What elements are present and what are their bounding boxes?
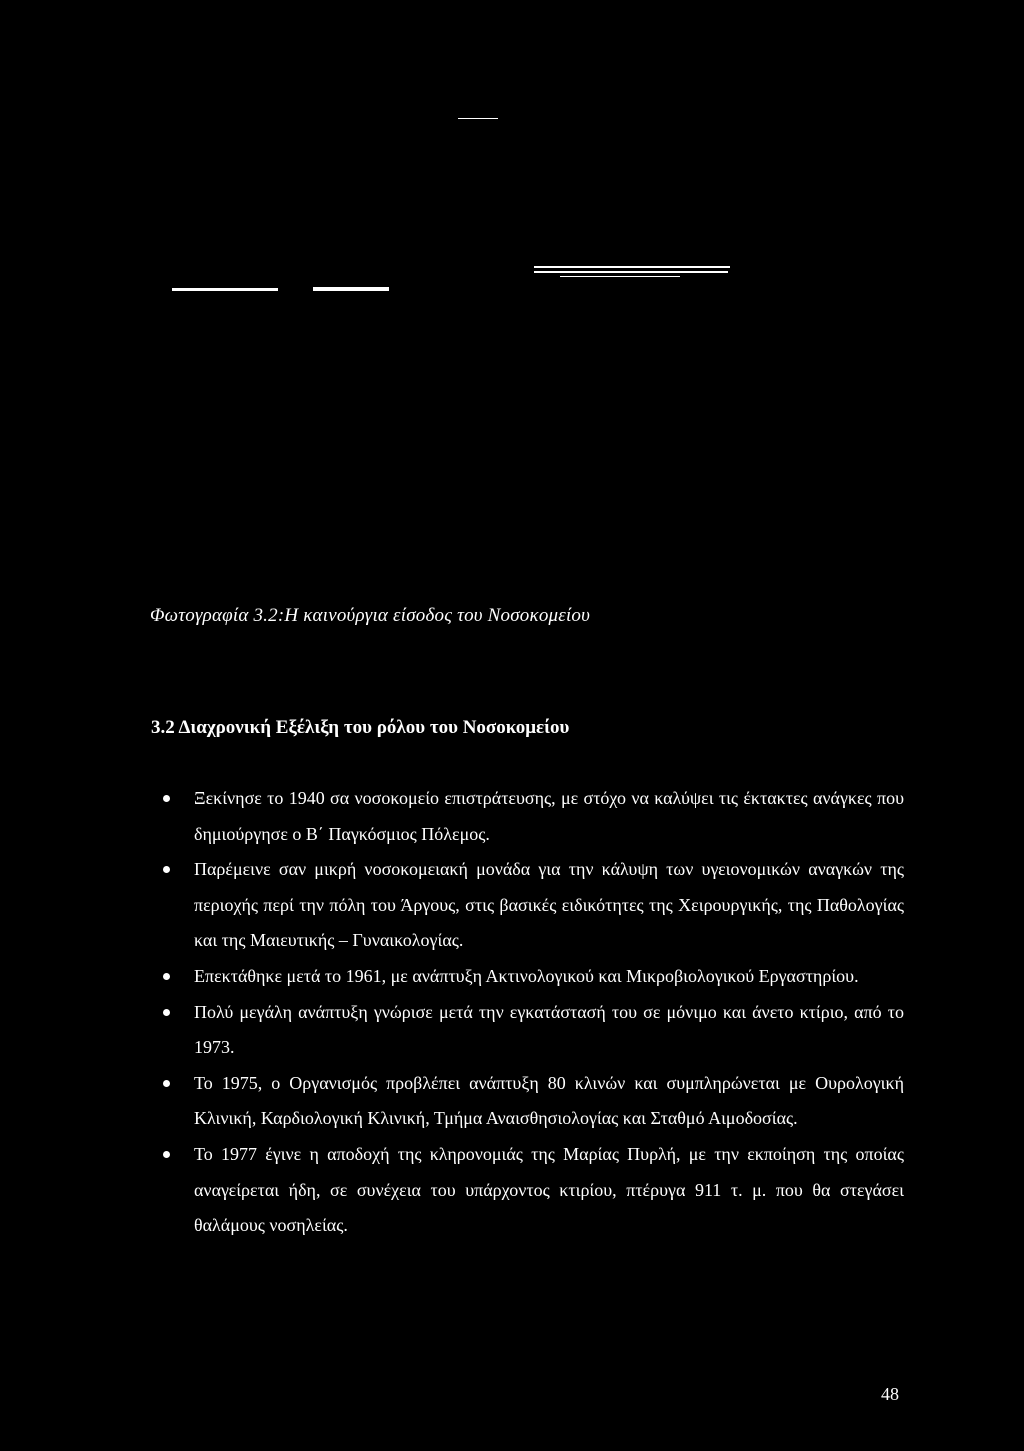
section-heading: 3.2 Διαχρονική Εξέλιξη του ρόλου του Νοσοκομείου (151, 717, 570, 738)
bullet-icon (163, 973, 170, 980)
list-item (150, 852, 904, 959)
photo-artifact-line (534, 271, 728, 273)
list-item-text: Το 1977 έγινε η αποδοχή της κληρονομιάς της Μαρίας Πυρλή, με την εκποίηση της οποίας αναγείρεται ήδη, σε συνέχεια του υπάρχοντος κτιρίου, πτέρυγα 911 τ. μ. που θα στεγάσει θαλάμους νοσηλείας. (194, 1143, 904, 1236)
bullet-icon (163, 795, 170, 802)
photo-hospital-entrance (0, 0, 1024, 560)
list-item (150, 1137, 904, 1244)
list-item (150, 781, 904, 852)
list-item-text: Το 1975, ο Οργανισμός προβλέπει ανάπτυξη 80 κλινών και συμπληρώνεται με Ουρολογική Κλινική, Καρδιολογική Κλινική, Τμήμα Αναισθησιολογίας και Σταθμό Αιμοδοσίας. (194, 1072, 904, 1129)
bullet-icon (163, 866, 170, 873)
bullet-list (150, 781, 904, 1244)
photo-artifact-line (313, 287, 389, 291)
page-number: 48 (881, 1384, 899, 1404)
list-item (150, 1066, 904, 1137)
list-item (150, 995, 904, 1066)
list-item-text: Ξεκίνησε το 1940 σα νοσοκομείο επιστράτευσης, με στόχο να καλύψει τις έκτακτες ανάγκες που δημιούργησε ο Β΄ Παγκόσμιος Πόλεμος. (194, 788, 904, 844)
photo-artifact-line (534, 266, 730, 268)
bullet-icon (163, 1151, 170, 1158)
bullet-icon (163, 1080, 170, 1087)
list-item-text: Επεκτάθηκε μετά το 1961, με ανάπτυξη Ακτινολογικού και Μικροβιολογικού Εργαστηρίου. (194, 965, 859, 986)
bullet-icon (163, 1009, 170, 1016)
photo-artifact-line (458, 118, 498, 119)
list-item (150, 959, 904, 995)
list-item-text: Πολύ μεγάλη ανάπτυξη γνώρισε μετά την εγκατάστασή του σε μόνιμο και άνετο κτίριο, από το 1973. (194, 1001, 904, 1058)
photo-artifact-line (172, 288, 278, 291)
photo-caption: Φωτογραφία 3.2:Η καινούργια είσοδος του Νοσοκομείου (150, 605, 591, 626)
photo-artifact-line (560, 276, 680, 277)
list-item-text: Παρέμεινε σαν μικρή νοσοκομειακή μονάδα για την κάλυψη των υγειονομικών αναγκών της περιοχής περί την πόλη του Άργους, στις βασικές ειδικότητες της Χειρουργικής, της Παθολογίας και της Μαιευτικής – Γυναικολογίας. (194, 859, 904, 951)
